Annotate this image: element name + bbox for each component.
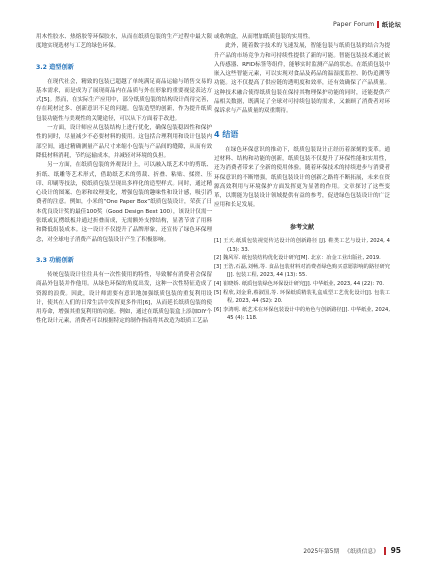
header-divider [377,21,379,28]
footer-divider [384,547,386,555]
paragraph: 此外，随着数字技术的飞速发展，智能包装与纸质包装的结合为提升产品的市场竞争力和可持续性提供了新的可能。智能包装技术通过嵌入传感器、RFID标签等组件，能够实时监测产品的状态。在纸质包装中嵌入这些智能元素，可以实现对食品及药品的温湿度监控、防伪追溯等功能。这不仅提高了供应链的透明度和效率，还有效确保了产品质量。这种技术融合使得纸质包装在保持其物理保护功能的同时，还能提供产品相关数据，既满足了全球对可持续包装的需求，又兼顾了消费者对环保诉求与产品质量的双重期待。 [214,43,390,115]
running-header [333,20,401,29]
header-forum: Paper Forum [333,21,375,28]
right-column [214,33,390,323]
reference-item: [4] 崔晓娇. 纸质包装绿色环保设计研究[J]. 中华纸业, 2023, 44 (22): 70. [214,281,385,288]
references-list [214,237,390,323]
page-number: 95 [390,546,401,555]
paragraph: 一方面，设计师应从包装结构上进行优化，确保包装稳固性和保护性的同时，尽量减少不必要材料的使用。这包括合理利用和设计包装内部空间，通过精确测量产品尺寸来缩小包装与产品间的缝隙，从而有效降低材料消耗，节约运输成本，并减轻对环境的负担。 [36,125,212,159]
footer-issue: 2025年第5期 [303,549,340,555]
paragraph: 或收纳盒，从而增加纸质包装的实用性。 [214,34,314,40]
reference-item: [6] 李鸿明. 纸艺术在环保包装设计中的角色与创新路径[J]. 中华纸业, 2024, 45 (4): 118. [214,306,390,322]
section-title: 3.2 造型创新 [36,63,74,71]
paragraph: 在现代社会，精致的包装已超越了单纯满足商品运输与销售交易的基本需求，而是成为了展现商品内在品质与外在形象的重要视觉表达方式[5]。然而，在实际生产应用中，部分纸质包装的结构设计尚待完善，存在耗材过多、创新意识不足的问题。包装造型的创新，作为提升纸质包装功能性与美观性的关键途径，可以从下方面着手改进。 [36,78,212,122]
reference-item: [2] 魏风军. 纸包装结构优化设计研究[M]. 北京：冶金工业出版社, 2019. [214,255,381,262]
left-column [36,33,212,327]
paragraph: 用木性胶水、热熔胶等环保胶水，从而在纸质包装的生产过程中最大限度地实现选材与工艺的绿色环保。 [36,34,212,50]
footer-journal: 《纸质信息》 [344,549,380,555]
reference-item: [5] 程欣,刘金秉,蔡淑国,等. 环保纸质精装礼盒成型工艺优化设计[J]. 包装工程, 2023, 44 (S2): 20. [214,289,390,305]
section-title: 3.3 功能创新 [36,256,74,264]
reference-item: [1] 王天.纸质包装视觉传达设计的创新路径 [J]. 鞋类工艺与设计, 2024, 4 (13): 33. [214,238,390,253]
paragraph: 传统包装设计往往具有一次性使用的特性，导致解有消费者会保留商品外包装并作他用。从绿色环保的角度出发，这种一次性特征造成了资源的浪费。因此，设计师需要有意识地加强纸质包装的重复利用设计，使其在人们的日常生活中发挥更多作用[6]，从而延长纸质包装的使用寿命，增强其重复利用的功能。例如，通过在纸质包装盒上添加DIY个性化设计元素，消费者可以根据特定的制作指南将其改造为纸质工艺品 [36,271,212,325]
reference-item: [3] 王浩,石磊,刘畅,等. 食品包装材料对消费者绿色购买意愿影响的路径研究 [J]. 包装工程, 2023, 44 (13): 55. [214,263,390,279]
references-title: 参考文献 [289,223,314,231]
page-footer [303,546,401,555]
header-section: 纸论坛 [381,22,401,29]
paragraph: 在绿色环保意识的推动下，纸质包装设计正经历着深刻的变革。通过材料、结构和功能的创新，纸质包装不仅提升了环保性能和实用性，还为消费者带来了全新的使用体验。随着环保技术的持续进步与消费者环保意识的不断增强，纸质包装设计的创新之路将不断拓展，未来在资源高效利用与环境保护方面发挥更为显著的作用。文章探讨了这些变革，以期能为包装设计领域提供有益的参考，促进绿色包装设计的广泛应用和长足发展。 [214,146,390,209]
paragraph: 另一方面，在纸质包装的外观设计上，可以融入纸艺术中的剪纸、折纸、纸雕等艺术形式，借助纸艺术的剪裁、折叠、粘贴、揉搓、压印、印刷等技法，使纸质包装呈现出多样化的造型样式。同时，通过精心设计的图案、色彩和纹理变化，增强包装的趣味性和设计感，吸引消费者的注意。例如，小米的“One Paper Box”纸质包装设计，荣获了日本优良设计奖的最佳100奖（Good Design Best 100），该设计仅需一张纸或瓦楞纸板并通过折叠而成，无需额外支撑结构，显著节省了用料和降低组装成本。这一设计不仅提升了品牌形象，还宣传了绿色环保理念，对全球电子消费产品的包装设计产生了积极影响。 [36,162,212,243]
section-title: 4 结语 [214,129,239,139]
